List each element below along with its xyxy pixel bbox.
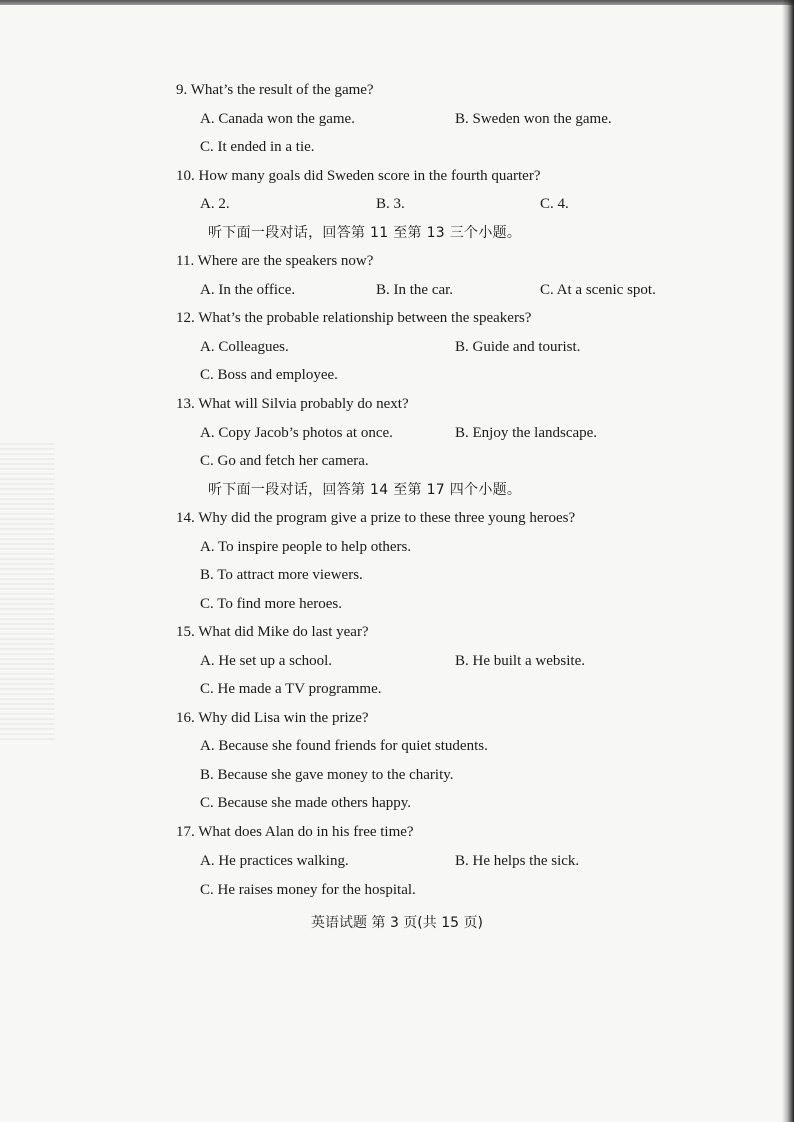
q13-option-a: A. Copy Jacob’s photos at once. bbox=[200, 425, 393, 441]
q17-option-b: B. He helps the sick. bbox=[455, 853, 580, 869]
q11-option-b: B. In the car. bbox=[376, 282, 454, 298]
q11-option-c: C. At a scenic spot. bbox=[540, 282, 656, 298]
q15-option-c: C. He made a TV programme. bbox=[200, 681, 382, 697]
q12-option-b: B. Guide and tourist. bbox=[455, 339, 581, 355]
instruction-11-13: 听下面一段对话，回答第 11 至第 13 三个小题。 bbox=[208, 225, 522, 241]
q16-option-a: A. Because she found friends for quiet students. bbox=[200, 738, 488, 754]
question-12: 12. What’s the probable relationship between the speakers? bbox=[176, 310, 532, 326]
q14-option-c: C. To find more heroes. bbox=[200, 596, 342, 612]
q12-option-a: A. Colleagues. bbox=[200, 339, 289, 355]
q10-option-c: C. 4. bbox=[540, 196, 569, 212]
question-13: 13. What will Silvia probably do next? bbox=[176, 396, 409, 412]
question-10: 10. How many goals did Sweden score in the fourth quarter? bbox=[176, 168, 541, 184]
q11-option-a: A. In the office. bbox=[200, 282, 296, 298]
question-16: 16. Why did Lisa win the prize? bbox=[176, 710, 369, 726]
q9-option-b: B. Sweden won the game. bbox=[455, 111, 612, 127]
question-11: 11. Where are the speakers now? bbox=[176, 253, 374, 269]
page-footer: 英语试题 第 3 页(共 15 页) bbox=[311, 915, 483, 931]
q15-option-b: B. He built a website. bbox=[455, 653, 585, 669]
q17-option-c: C. He raises money for the hospital. bbox=[200, 882, 416, 898]
q16-option-b: B. Because she gave money to the charity. bbox=[200, 767, 454, 783]
q9-option-c: C. It ended in a tie. bbox=[200, 139, 315, 155]
q13-option-b: B. Enjoy the landscape. bbox=[455, 425, 598, 441]
question-9: 9. What’s the result of the game? bbox=[176, 82, 374, 98]
q14-option-a: A. To inspire people to help others. bbox=[200, 539, 412, 555]
instruction-14-17: 听下面一段对话，回答第 14 至第 17 四个小题。 bbox=[208, 482, 522, 498]
q10-option-b: B. 3. bbox=[376, 196, 405, 212]
q16-option-c: C. Because she made others happy. bbox=[200, 795, 412, 811]
q15-option-a: A. He set up a school. bbox=[200, 653, 333, 669]
q9-option-a: A. Canada won the game. bbox=[200, 111, 355, 127]
q12-option-c: C. Boss and employee. bbox=[200, 367, 338, 383]
q13-option-c: C. Go and fetch her camera. bbox=[200, 453, 369, 469]
q17-option-a: A. He practices walking. bbox=[200, 853, 349, 869]
question-15: 15. What did Mike do last year? bbox=[176, 624, 369, 640]
q10-option-a: A. 2. bbox=[200, 196, 230, 212]
question-14: 14. Why did the program give a prize to these three young heroes? bbox=[176, 510, 576, 526]
q14-option-b: B. To attract more viewers. bbox=[200, 567, 363, 583]
question-17: 17. What does Alan do in his free time? bbox=[176, 824, 414, 840]
